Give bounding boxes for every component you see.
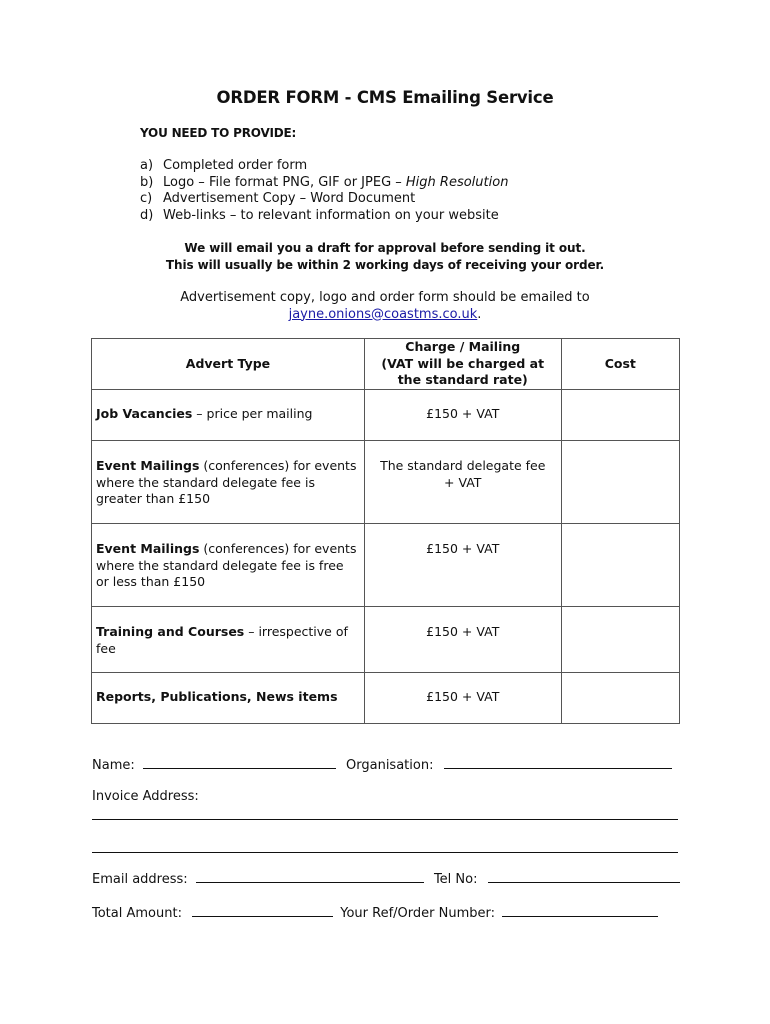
table-row <box>92 390 680 441</box>
approval-notice-line: This will usually be within 2 working days of receiving your order. <box>165 258 605 272</box>
table-row <box>92 441 680 524</box>
tel-label: Tel No: <box>433 872 478 887</box>
name-organisation-line <box>92 756 672 773</box>
email-address-label: Email address: <box>92 872 188 887</box>
table-row <box>92 673 680 724</box>
list-marker: c) <box>140 191 153 206</box>
email-instructions-link-line <box>0 307 770 324</box>
tel-field[interactable] <box>488 870 680 883</box>
provide-item <box>140 208 508 225</box>
advert-type-desc: – price per mailing <box>192 406 313 421</box>
provide-item-text: Advertisement Copy – Word Document <box>163 191 416 206</box>
header-charge-line: (VAT will be charged at <box>381 355 545 371</box>
email-instructions <box>0 290 770 323</box>
table-row <box>92 524 680 607</box>
advert-type-name: Training and Courses <box>96 624 245 639</box>
email-link[interactable]: jayne.onions@coastms.co.uk <box>288 306 478 322</box>
invoice-address-label: Invoice Address: <box>92 789 199 804</box>
advert-type-desc: – irrespective of fee <box>96 624 348 656</box>
cost-cell[interactable] <box>561 524 679 607</box>
invoice-address-line <box>92 789 199 804</box>
approval-notice-line: We will email you a draft for approval before sending it out. <box>184 241 586 255</box>
total-amount-field[interactable] <box>192 904 333 917</box>
pricing-table <box>91 338 680 724</box>
email-instructions-text: Advertisement copy, logo and order form should be emailed to <box>180 290 590 305</box>
advert-type-cell <box>92 524 365 607</box>
advert-type-cell <box>92 441 365 524</box>
page-title: ORDER FORM - CMS Emailing Service <box>216 88 554 107</box>
cost-cell[interactable] <box>561 607 679 673</box>
advert-type-name: Event Mailings <box>96 458 200 473</box>
advert-type-name: Reports, Publications, News items <box>96 689 338 704</box>
advert-type-cell <box>92 673 365 724</box>
name-field[interactable] <box>143 756 336 769</box>
charge-cell <box>364 673 561 724</box>
email-trailing: . <box>477 306 482 322</box>
provide-item <box>140 191 508 208</box>
advert-type-cell <box>92 607 365 673</box>
advert-type-cell <box>92 390 365 441</box>
list-marker: a) <box>140 158 154 173</box>
name-label: Name: <box>92 758 135 773</box>
charge-value: £150 + VAT <box>426 406 500 421</box>
list-marker: d) <box>140 207 154 223</box>
charge-cell <box>364 524 561 607</box>
advert-type-desc: (conferences) for events where the standard delegate fee is free or less than £150 <box>96 541 357 589</box>
provide-item-text: Web-links – to relevant information on your website <box>163 207 499 223</box>
charge-cell <box>364 390 561 441</box>
advert-type-desc: (conferences) for events where the standard delegate fee is greater than £150 <box>96 458 357 506</box>
email-address-field[interactable] <box>196 870 424 883</box>
provide-item-text <box>163 175 508 192</box>
provide-item-text: Completed order form <box>163 158 308 173</box>
list-marker: b) <box>140 174 154 190</box>
charge-value: £150 + VAT <box>426 689 500 704</box>
charge-value: £150 + VAT <box>426 624 500 639</box>
header-cost: Cost <box>561 339 679 390</box>
approval-notice <box>0 240 770 274</box>
invoice-address-field-1[interactable] <box>92 819 678 820</box>
cost-cell[interactable] <box>561 441 679 524</box>
charge-value: The standard delegate fee + VAT <box>380 458 546 490</box>
order-ref-field[interactable] <box>502 904 658 917</box>
provide-heading: YOU NEED TO PROVIDE: <box>140 126 297 140</box>
organisation-field[interactable] <box>444 756 672 769</box>
advert-type-name: Event Mailings <box>96 541 200 556</box>
cost-cell[interactable] <box>561 390 679 441</box>
header-charge-line: the standard rate) <box>397 372 528 388</box>
provide-list <box>140 158 508 224</box>
charge-cell <box>364 441 561 524</box>
provide-item-emphasis: High Resolution <box>405 174 509 190</box>
total-ref-line <box>92 904 658 921</box>
charge-value: £150 + VAT <box>426 541 500 556</box>
header-advert-type: Advert Type <box>92 339 365 390</box>
organisation-label: Organisation: <box>346 758 434 773</box>
order-ref-label: Your Ref/Order Number: <box>340 906 495 921</box>
advert-type-name: Job Vacancies <box>96 406 193 421</box>
charge-cell <box>364 607 561 673</box>
provide-item-main: Logo – File format PNG, GIF or JPEG – <box>163 174 406 190</box>
provide-item <box>140 175 508 192</box>
provide-item <box>140 158 508 175</box>
cost-cell[interactable] <box>561 673 679 724</box>
invoice-address-field-2[interactable] <box>92 852 678 853</box>
table-header-row <box>92 339 680 390</box>
header-charge-line: Charge / Mailing <box>405 339 521 355</box>
total-amount-label: Total Amount: <box>92 906 182 921</box>
table-row <box>92 607 680 673</box>
header-charge <box>364 339 561 390</box>
email-tel-line <box>92 870 680 887</box>
